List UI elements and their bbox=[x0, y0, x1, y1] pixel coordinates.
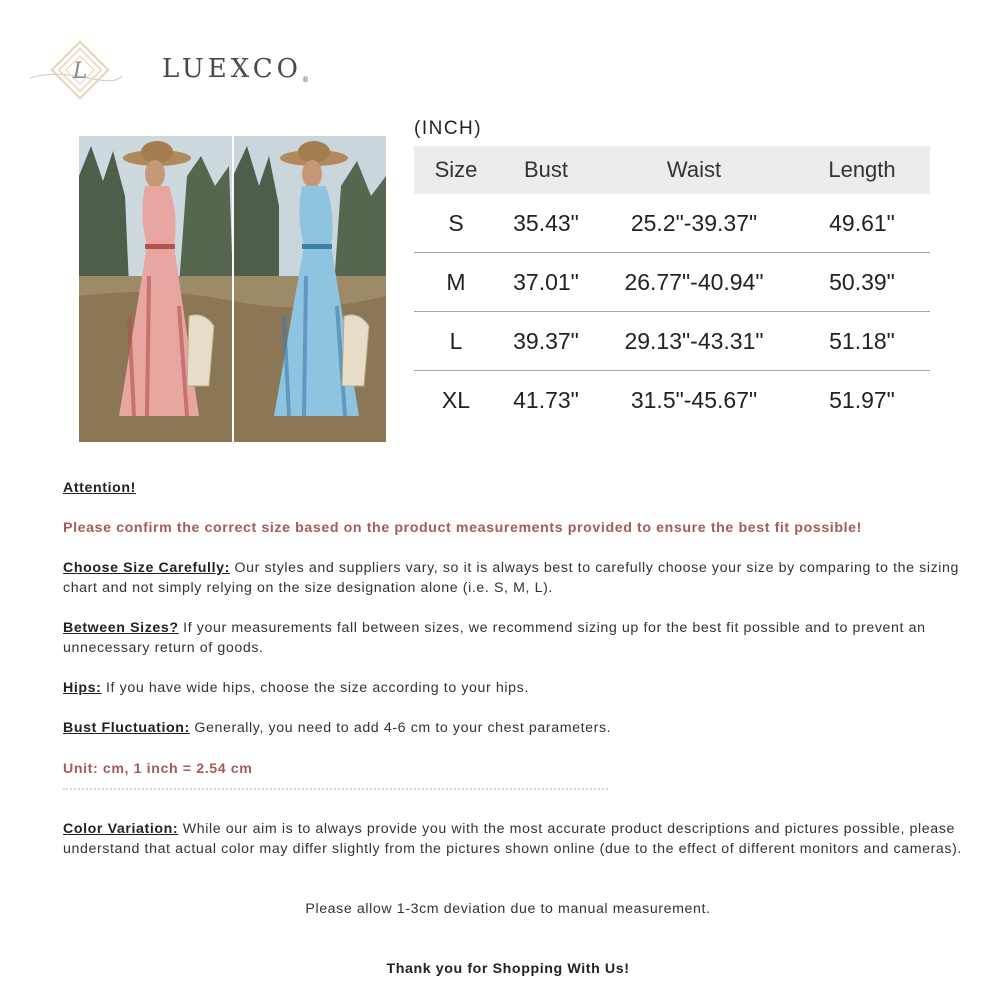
color-variation-heading: Color Variation: bbox=[63, 821, 179, 837]
cell-length: 50.39" bbox=[794, 253, 930, 312]
color-variation-text: While our aim is to always provide you with the most accurate product descriptions and pictures possible, please understand that actual color may differ slightly from the pictures shown online (due to the effect of different monitors and cameras). bbox=[63, 821, 962, 857]
cell-size: M bbox=[414, 253, 498, 312]
bust-fluctuation-heading: Bust Fluctuation: bbox=[63, 720, 190, 736]
deviation-note: Please allow 1-3cm deviation due to manual measurement. bbox=[305, 901, 711, 917]
table-row bbox=[414, 371, 930, 430]
cell-bust: 41.73" bbox=[513, 386, 579, 413]
between-sizes-text: If your measurements fall between sizes, we recommend sizing up for the best fit possible and to prevent an unnecessary return of goods. bbox=[63, 620, 926, 656]
header-waist: Waist bbox=[594, 146, 794, 194]
header-length: Length bbox=[794, 146, 930, 194]
table-row bbox=[414, 194, 930, 253]
logo-letter: L bbox=[72, 59, 88, 84]
cell-bust: 39.37" bbox=[498, 312, 594, 371]
size-chart-table bbox=[414, 146, 930, 429]
header-bust: Bust bbox=[498, 146, 594, 194]
cell-waist: 29.13"-43.31" bbox=[594, 312, 794, 371]
table-row bbox=[414, 253, 930, 312]
cell-length: 51.18" bbox=[794, 312, 930, 371]
between-sizes-heading: Between Sizes? bbox=[63, 620, 179, 636]
bust-fluctuation-note bbox=[63, 718, 963, 738]
cell-length: 49.61" bbox=[794, 194, 930, 253]
cell-waist: 31.5"-45.67" bbox=[630, 386, 758, 413]
cell-waist: 25.2"-39.37" bbox=[594, 194, 794, 253]
cell-bust: 37.01" bbox=[498, 253, 594, 312]
brand-name: LUEXCO® bbox=[162, 54, 309, 84]
color-variation-note bbox=[63, 819, 963, 859]
cell-size: L bbox=[414, 312, 498, 371]
cell-length: 51.97" bbox=[829, 386, 895, 413]
cell-waist: 26.77"-40.94" bbox=[594, 253, 794, 312]
choose-size-note bbox=[63, 558, 963, 598]
dotted-divider bbox=[63, 788, 608, 790]
attention-heading: Attention! bbox=[63, 480, 136, 496]
registered-mark: ® bbox=[302, 76, 309, 84]
cell-bust: 35.43" bbox=[498, 194, 594, 253]
header-size: Size bbox=[414, 146, 498, 194]
choose-size-heading: Choose Size Carefully: bbox=[63, 560, 230, 576]
cell-size: S bbox=[414, 194, 498, 253]
brand-logo bbox=[28, 38, 309, 102]
cell-size: XL bbox=[441, 386, 471, 413]
diamond-logo-icon bbox=[28, 38, 124, 102]
hips-text: If you have wide hips, choose the size according to your hips. bbox=[101, 680, 529, 696]
between-sizes-note bbox=[63, 618, 963, 658]
thank-you-note: Thank you for Shopping With Us! bbox=[386, 961, 630, 977]
product-photo bbox=[79, 136, 386, 442]
confirm-size-note: Please confirm the correct size based on the product measurements provided to ensure the best fit possible! bbox=[63, 520, 862, 536]
table-row bbox=[414, 312, 930, 371]
unit-conversion-note: Unit: cm, 1 inch = 2.54 cm bbox=[63, 761, 253, 777]
unit-label: (INCH) bbox=[414, 118, 483, 139]
table-header-row bbox=[414, 146, 930, 194]
bust-fluctuation-text: Generally, you need to add 4-6 cm to your chest parameters. bbox=[189, 720, 612, 736]
hips-heading: Hips: bbox=[63, 680, 102, 696]
choose-size-text: Our styles and suppliers vary, so it is always best to carefully choose your size by comparing to the sizing chart and not simply relying on the size designation alone (i.e. S, M, L). bbox=[63, 560, 960, 596]
hips-note bbox=[63, 678, 963, 698]
